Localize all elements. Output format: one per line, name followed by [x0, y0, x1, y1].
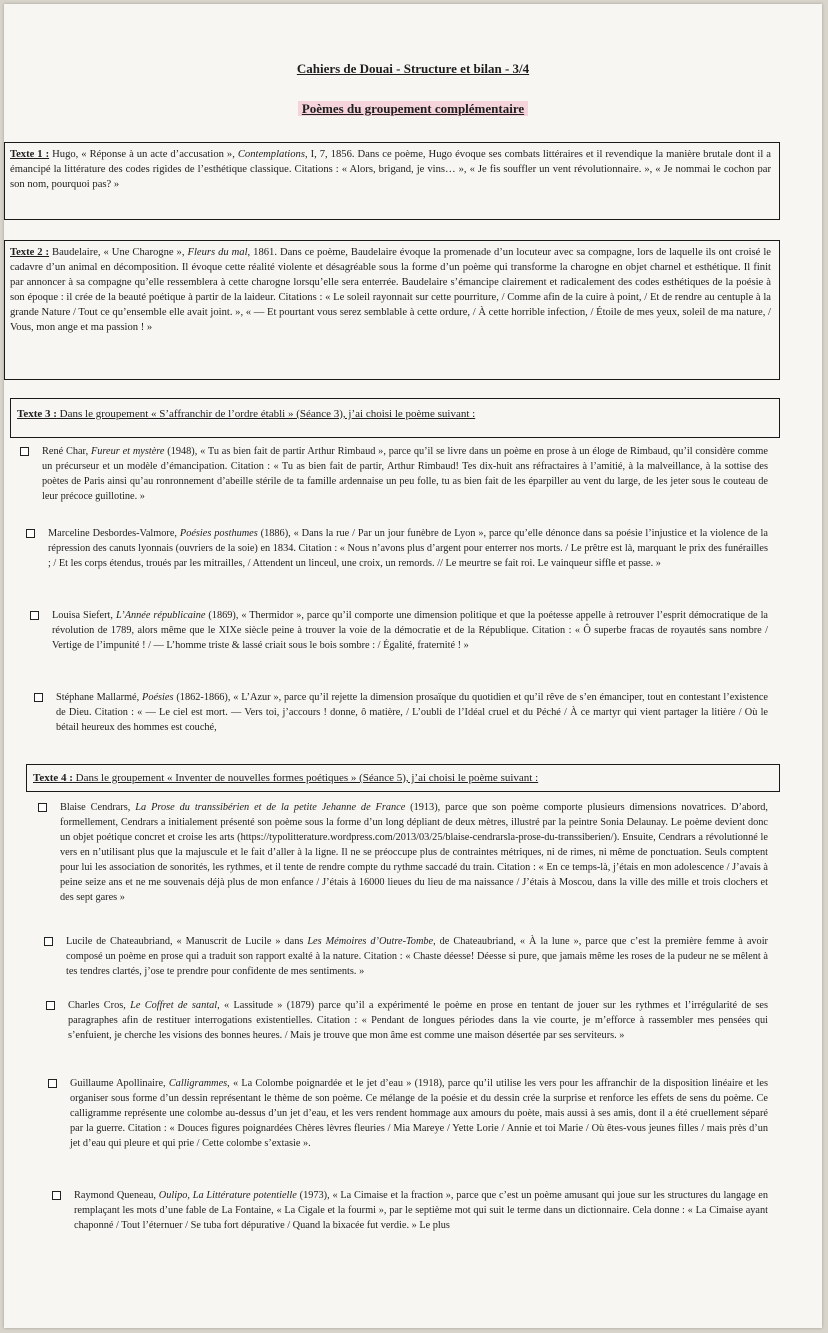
list-item [56, 690, 768, 735]
item-text: (1886), « Dans la rue / Par un jour funèbre de Lyon », parce qu’elle dénonce dans sa poésie l’injustice et la violence de la répression des canuts lyonnais (ouvriers de la soie) en 1834. Citation : « Nous n’avons plus d’argent pour enterrer nos morts. / Le prêtre est là, marquant le prix des funérailles ; / Et les corps étendus, troués par les mitrailles, / Attendent un linceul, une croix, un remords. // Le meurtre se fait roi. Le vainqueur siffle et passe. » [48, 528, 768, 569]
item-author: René Char, [42, 446, 91, 457]
item-author: Charles Cros, [68, 1000, 131, 1011]
item-text: (1869), « Thermidor », parce qu’il comporte une dimension politique et que la poétesse appelle à retrouver l’esprit démocratique de la révolution de 1789, alors même que le XIXe siècle peine à trouver la voie de la démocratie et de la République. Citation : « Ô superbe fracas de royautés sans nombre / Vertige de l’impunité ! / — L’homme triste & lassé criait sous le bois sombre : / Égalité, fraternité ! » [52, 610, 768, 651]
item-text: (1913), parce que son poème comporte plusieurs dimensions novatrices. D’abord, formellement, Cendrars a initialement présenté son poème sous la forme d’un long dépliant de deux mètres, illustré par la peintre Sonia Delaunay. Le poème devient donc un objet poétique concret et croise les arts (https://typolitterature.wordpress.com/2013/03/25/blaise-cendrarsla-prose-du-transsiberien/). Ensuite, Cendrars a révolutionné le vers en n’utilisant plus que la majuscule et le fait d’aller à la ligne. Il ne se préoccupe plus de contraintes métriques, ni de rimes, ni même de ponctuation. Seuls comptent pour lui les association de sonorités, les rythmes, et il tente de rendre compte du rythme saccadé du train. Citation : « En ce temps-là, j’étais en mon adolescence / J’avais à peine seize ans et ne me souvenais déjà plus de mon enfance / J’étais à 16000 lieues du lieu de ma naissance / J’étais à Moscou, dans la ville des mille et trois clochers et des sept gares » [60, 802, 768, 903]
item-work: L’Année républicaine [115, 610, 206, 621]
item-author: Lucile de Chateaubriand, « Manuscrit de Lucile » dans [66, 936, 308, 947]
item-work: Les Mémoires d’Outre-Tombe [307, 936, 434, 947]
checkbox[interactable] [26, 529, 35, 538]
item-author: Stéphane Mallarmé, [56, 692, 143, 703]
item-work: Poésies [142, 692, 174, 703]
texte-2-label: Texte 2 : [10, 247, 50, 258]
texte-2-body: , 1861. Dans ce poème, Baudelaire évoque la promenade d’un locuteur avec sa compagne, lors de laquelle ils ont croisé le cadavre d’un animal en décomposition. Il évoque cette réalité violente et désagréable sous la forme d’un poème qui transforme la charogne en objet charnel et esthétique. Il finit par annoncer à sa compagne qu’elle ressemblera à cette charogne lorsqu’elle sera enterrée. Baudelaire s’émancipe clairement et radicalement des codes esthétiques de la poésie à son époque : il crée de la beauté poétique à partir de la laideur. Citations : « Le soleil rayonnait sur cette pourriture, / Comme afin de la cuire à point, / Et de rendre au centuple à la grande Nature / Tout ce qu’ensemble elle avait joint. », « — Et pourtant vous serez semblable à cette ordure, / À cette horrible infection, / Étoile de mes yeux, soleil de ma nature, / Vous, mon ange et ma passion ! » [10, 247, 771, 333]
item-text: , « Lassitude » (1879) parce qu’il a expérimenté le poème en prose en tentant de jouer sur les rythmes et l’irrégularité de ses paragraphes afin de restituer interrogations existentielles. Citation : « Pendant de longues périodes dans la vie courte, je m’efforce à rassembler mes pensées qui s’enfuient, je cherche les visions des bonnes heures. / Mais je trouve que mon âme est comme une maison désertée par ses serviteurs. » [68, 1000, 769, 1041]
subtitle-highlight: Poèmes du groupement complémentaire [298, 101, 528, 116]
texte-1-box [4, 142, 780, 220]
texte-3-heading [10, 398, 780, 438]
list-item [48, 526, 768, 571]
item-work: Le Coffret de santal [130, 1000, 218, 1011]
texte-1-label: Texte 1 : [10, 149, 50, 160]
item-text: (1862-1866), « L’Azur », parce qu’il rejette la dimension prosaïque du quotidien et qu’il rêve de s’en émanciper, tout en contestant l’existence de Dieu. Citation : « — Le ciel est mort. — Vers toi, j’accours ! donne, ô matière, / L’oubli de l’Idéal cruel et du Péché / À ce martyr qui vient partager la litière / Où le bétail heureux des hommes est couché, [56, 692, 768, 733]
item-author: Blaise Cendrars, [60, 802, 136, 813]
list-item [74, 1188, 768, 1233]
item-text: (1948), « Tu as bien fait de partir Arthur Rimbaud », parce qu’il se livre dans un poème en prose à un éloge de Rimbaud, qu’il considère comme un précurseur et un modèle d’émancipation. Citation : « Tu as bien fait de partir, Arthur Rimbaud! Tes dix-huit ans réfractaires à l’amitié, à la malveillance, à la sottise des poètes de Paris ainsi qu’au ronronnement d’abeille stérile de ta famille ardennaise un peu folle, tu as bien fait de les éparpiller au vent du large, de les jeter sous le couteau de leur précoce guillotine. » [42, 446, 768, 502]
item-author: Guillaume Apollinaire, [70, 1078, 169, 1089]
list-item [66, 934, 768, 979]
document-page [4, 4, 822, 1328]
item-author: Louisa Siefert, [52, 610, 116, 621]
checkbox[interactable] [30, 611, 39, 620]
item-work: La Prose du transsibérien et de la petite Jehanne de France [135, 802, 406, 813]
item-work: Oulipo, La Littérature potentielle [158, 1190, 297, 1201]
list-item [52, 608, 768, 653]
item-author: Marceline Desbordes-Valmore, [48, 528, 180, 539]
list-item [60, 800, 768, 905]
list-item [68, 998, 768, 1043]
texte-1-work: Contemplations [237, 149, 305, 160]
item-work: Calligrammes [168, 1078, 228, 1089]
item-author: Raymond Queneau, [74, 1190, 159, 1201]
checkbox[interactable] [20, 447, 29, 456]
item-work: Poésies posthumes [179, 528, 258, 539]
texte-4-heading [26, 764, 780, 792]
checkbox[interactable] [48, 1079, 57, 1088]
page-title: Cahiers de Douai - Structure et bilan - 3/4 [296, 61, 530, 76]
texte-4-heading-text: Dans le groupement « Inventer de nouvelles formes poétiques » (Séance 5), j’ai choisi le poème suivant : [72, 772, 539, 784]
item-work: Fureur et mystère [90, 446, 165, 457]
checkbox[interactable] [38, 803, 47, 812]
texte-3-heading-text: Dans le groupement « S’affranchir de l’ordre établi » (Séance 3), j’ai choisi le poème suivant : [56, 408, 476, 420]
texte-3-label: Texte 3 : [17, 408, 57, 420]
item-text: (1973), « La Cimaise et la fraction », parce que c’est un poème amusant qui joue sur les structures du langage en remplaçant les mots d’une fable de La Fontaine, « La Cigale et la fourmi », par le septième mot qui suit le terme dans un dictionnaire. Cela donne : « La Cimaise ayant chaponné / Tout l’éternuer / Se tuba fort dépurative / Quand la bixacée fut verdie. » Le plus [74, 1190, 768, 1231]
checkbox[interactable] [34, 693, 43, 702]
texte-2-author: Baudelaire, « Une Charogne », [49, 247, 188, 258]
list-item [42, 444, 768, 504]
checkbox[interactable] [52, 1191, 61, 1200]
item-text: , de Chateaubriand, « À la lune », parce que c’est la première femme à avoir composé un poème en prose qui a traduit son rapport exalté à la nature. Citation : « Chaste déesse! Déesse si pure, que jamais même les roses de la pudeur ne se mêlent à tes tendres clartés, j’ose te prendre pour confidente de mes sentiments. » [66, 936, 768, 977]
texte-2-work: Fleurs du mal [187, 247, 248, 258]
texte-4-label: Texte 4 : [33, 772, 73, 784]
page-subtitle [4, 101, 822, 117]
checkbox[interactable] [44, 937, 53, 946]
texte-1-author: Hugo, « Réponse à un acte d’accusation », [49, 149, 238, 160]
item-text: , « La Colombe poignardée et le jet d’eau » (1918), parce qu’il utilise les vers pour les affranchir de la disposition linéaire et les organiser sous forme d’un dessin représentant le thème de son poème. Ce mélange de la poésie et du dessin crée la surprise et renforce les effets de sens du poème. Ce calligramme représente une colombe au-dessus d’un jet d’eau, et les vers rendent hommage aux amours du poète, mais aussi à ses amis, dont il a été cruellement séparé par la guerre. Citation : « Douces figures poignardées Chères lèvres fleuries / Mia Mareye / Yette Lorie / Annie et toi Marie / Où êtes-vous jeunes filles / mais près d’un jet d’eau qui pleure et qui prie / Cette colombe s’extasie ». [70, 1078, 769, 1149]
list-item [70, 1076, 768, 1151]
texte-1-body: , I, 7, 1856. Dans ce poème, Hugo évoque ses combats littéraires et il revendique la manière brutale dont il a émancipé la littérature des codes rigides de l’esthétique classique. Citations : « Alors, brigand, je vins… », « Je fis souffler un vent révolutionnaire. », « Je nommai le cochon par son nom, pourquoi pas? » [10, 149, 771, 190]
checkbox[interactable] [46, 1001, 55, 1010]
texte-2-box [4, 240, 780, 380]
